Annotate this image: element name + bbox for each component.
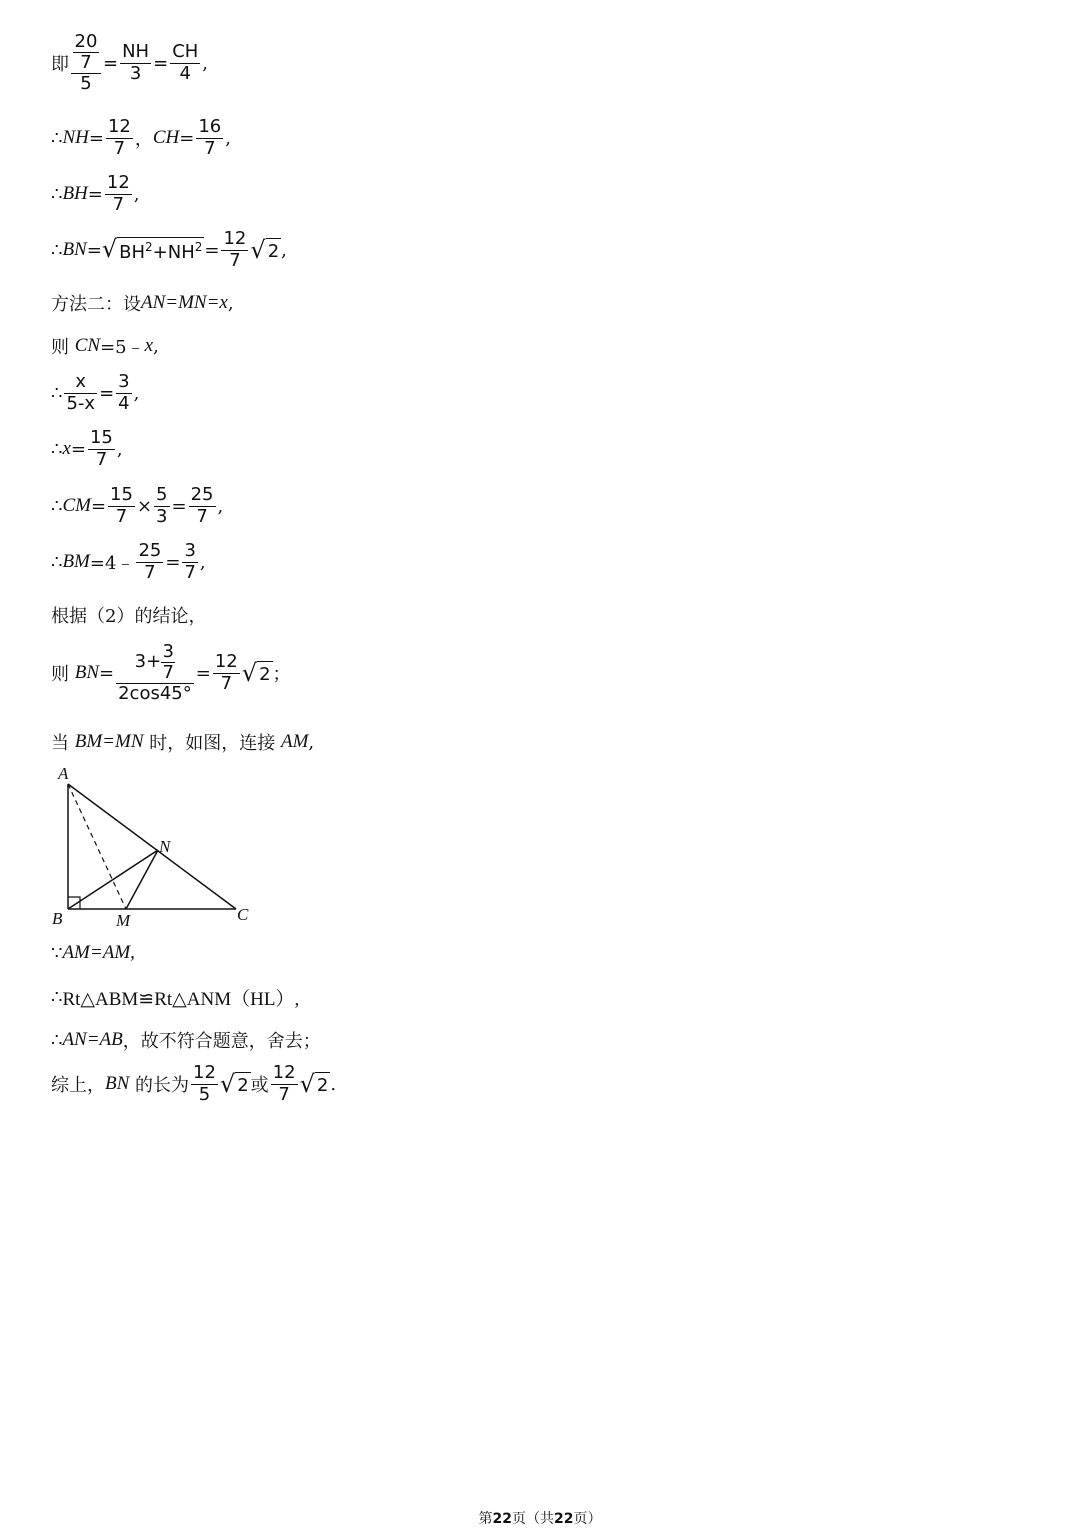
num: 12 [223, 228, 247, 249]
equation-line-4: ∴ BN = √ $BH^2+NH^2$ = $\frac{12}{7}$ √ 2 , [51, 228, 287, 271]
segment-ac [68, 784, 236, 909]
var: CH [152, 127, 180, 149]
den: 7 [278, 1083, 290, 1105]
text: 综上， [51, 1075, 105, 1097]
rad-part: 2 [235, 1072, 250, 1096]
den: 4 [118, 392, 130, 414]
den: 7 [144, 561, 156, 583]
text: 页） [573, 1511, 602, 1527]
sqrt-2: √ 2 [299, 1070, 329, 1099]
den: 7 [113, 137, 126, 159]
text: 方法二：设 [51, 294, 141, 315]
den: 5-x [66, 392, 96, 414]
num: 25 [138, 540, 162, 561]
num: x [75, 371, 87, 392]
equation-line-3: ∴ BH = $\frac{12}{7}$ , [51, 172, 140, 215]
num: 12 [193, 1062, 216, 1083]
fraction [64, 372, 97, 414]
conclusion-ref-line [51, 602, 206, 628]
var: BN [74, 662, 100, 684]
equation-line-1: 即 $\frac{\frac{20}{7}}{5}$ = $\frac{NH}{3}$ = $\frac{CH}{4}$ , [51, 31, 209, 94]
segment-bn [68, 850, 158, 909]
num: 12 [272, 1062, 296, 1083]
den: 7 [115, 505, 128, 527]
sqrt-expression: √ $BH^2+NH^2$ [101, 235, 203, 264]
rad-part: 2 [315, 1072, 330, 1096]
var: BH [62, 183, 88, 205]
num: 20 [74, 31, 98, 52]
var: x [62, 438, 71, 460]
den: 7 [184, 561, 196, 583]
var: CN [74, 335, 101, 356]
var: AM [280, 731, 309, 752]
congruence-line: ∴ Rt△ABM≌Rt△ANM（HL）, [51, 984, 299, 1011]
expr: AM=AM, [62, 942, 135, 963]
expr: AN=AB [62, 1029, 123, 1050]
x-value-line: ∴ x = $\frac{15}{7}$ , [51, 427, 123, 470]
num: 25 [190, 484, 214, 505]
exp: 2 [194, 240, 203, 255]
fraction [196, 117, 223, 159]
den: 7 [204, 137, 216, 159]
fraction [116, 372, 131, 414]
den: 7 [220, 672, 233, 694]
fraction [106, 117, 133, 159]
num: 3 [118, 371, 130, 392]
fraction [213, 652, 240, 694]
fraction [88, 428, 115, 470]
case-line: 当 BM=MN 时，如图，连接 AM , [51, 731, 315, 754]
text: 则 [51, 337, 69, 358]
text: 当 [51, 733, 69, 754]
den: 7 [80, 51, 92, 73]
label-a: A [58, 764, 69, 783]
num-part: 3+ [134, 650, 162, 672]
rad-part: +NH [152, 242, 195, 264]
label-c: C [237, 905, 249, 924]
den: 7 [112, 193, 125, 215]
rad-part: 2 [257, 661, 272, 685]
page-number: 22 [492, 1511, 512, 1527]
num: 12 [107, 116, 131, 137]
because-line: ∵ AM=AM, [51, 942, 135, 964]
text: 即 [51, 54, 69, 76]
fraction [154, 485, 169, 527]
text: 页（共 [512, 1511, 554, 1527]
text: 时，如图，连接 [149, 733, 276, 754]
den: 7 [229, 249, 241, 271]
method-two-line: 方法二：设 AN=MN=x , [51, 292, 234, 315]
segment-mn [126, 850, 158, 909]
den: 2cos45° [118, 682, 192, 704]
var: x [144, 335, 154, 356]
fraction [116, 642, 194, 704]
sqrt-2: √ 2 [250, 236, 280, 265]
label-b: B [52, 909, 63, 928]
text: 根据（2）的结论， [51, 606, 207, 627]
sqrt-2: √ 2 [219, 1070, 249, 1099]
total-pages: 22 [554, 1511, 574, 1527]
fraction [136, 541, 163, 583]
rad-part: BH [119, 242, 146, 264]
sqrt-2: √ 2 [241, 659, 271, 688]
num: CH [172, 40, 199, 62]
fraction [271, 1063, 298, 1105]
text: =5﹣ [100, 337, 145, 358]
cn-line: 则 CN =5﹣ x , [51, 335, 159, 358]
num: 5 [156, 484, 168, 505]
num: 15 [89, 427, 113, 448]
var: BM [62, 551, 90, 573]
var: CM [62, 495, 91, 517]
num: 12 [214, 650, 238, 672]
text: 的长为 [135, 1075, 190, 1097]
fraction [221, 229, 248, 271]
den: 7 [196, 505, 208, 527]
num: NH [122, 40, 150, 62]
bn-method2-line: 则 BN = 3+ 3 7 2cos45° = $\frac{12}{7}$ √ 2 ； [51, 641, 291, 704]
den: 4 [179, 62, 191, 84]
var: BN [62, 239, 87, 261]
text: 则 [51, 664, 69, 686]
equation-line-2: ∴ NH = $\frac{12}{7}$ ， CH = $\frac{16}{7}$ , [51, 116, 231, 159]
fraction [105, 173, 132, 215]
num: 3 [184, 540, 196, 561]
den: 7 [162, 661, 174, 683]
fraction [170, 42, 200, 84]
rad-part: 2 [266, 238, 281, 262]
num: 12 [106, 172, 130, 193]
exp: 2 [145, 240, 153, 255]
fraction [182, 541, 197, 583]
num: 15 [110, 484, 133, 505]
text: ，故不符合题意，舍去； [122, 1031, 321, 1052]
text: 或 [250, 1075, 269, 1097]
text: =4﹣ [89, 553, 135, 575]
var: BN [105, 1073, 130, 1095]
text: 第 [478, 1511, 493, 1527]
page-footer [0, 1508, 1080, 1528]
fraction [191, 1063, 218, 1105]
expr: AN=MN=x [141, 292, 228, 313]
label-n: N [159, 837, 171, 856]
fraction [71, 32, 101, 94]
var: NH [62, 127, 89, 149]
fraction [189, 485, 216, 527]
expr: BM=MN [74, 731, 144, 752]
den: 5 [198, 1083, 211, 1105]
num: 16 [198, 116, 222, 137]
fraction [108, 485, 135, 527]
den: 3 [156, 505, 168, 527]
final-line: 综上， BN 的长为 $\frac{12}{5}$ √ 2 或 $\frac{12}{7}$ √ 2 . [51, 1062, 337, 1105]
an-ab-line: ∴ AN=AB ，故不符合题意，舍去； [51, 1029, 321, 1052]
expr: Rt△ABM≌Rt△ANM（HL）, [62, 989, 300, 1010]
label-m: M [116, 911, 131, 930]
den: 5 [80, 72, 92, 94]
ratio-line: ∴ $\frac{x}{5-x}$ = $\frac{3}{4}$ , [51, 371, 140, 414]
triangle-figure [48, 762, 268, 932]
den: 3 [129, 62, 142, 84]
bm-line: ∴ BM =4﹣ $\frac{25}{7}$ = $\frac{3}{7}$ , [51, 540, 206, 583]
cm-line: ∴ CM = $\frac{15}{7}$ × $\frac{5}{3}$ = $\frac{25}{7}$ , [51, 484, 224, 527]
num: 3 [162, 641, 174, 662]
fraction [120, 42, 151, 84]
den: 7 [95, 448, 108, 470]
